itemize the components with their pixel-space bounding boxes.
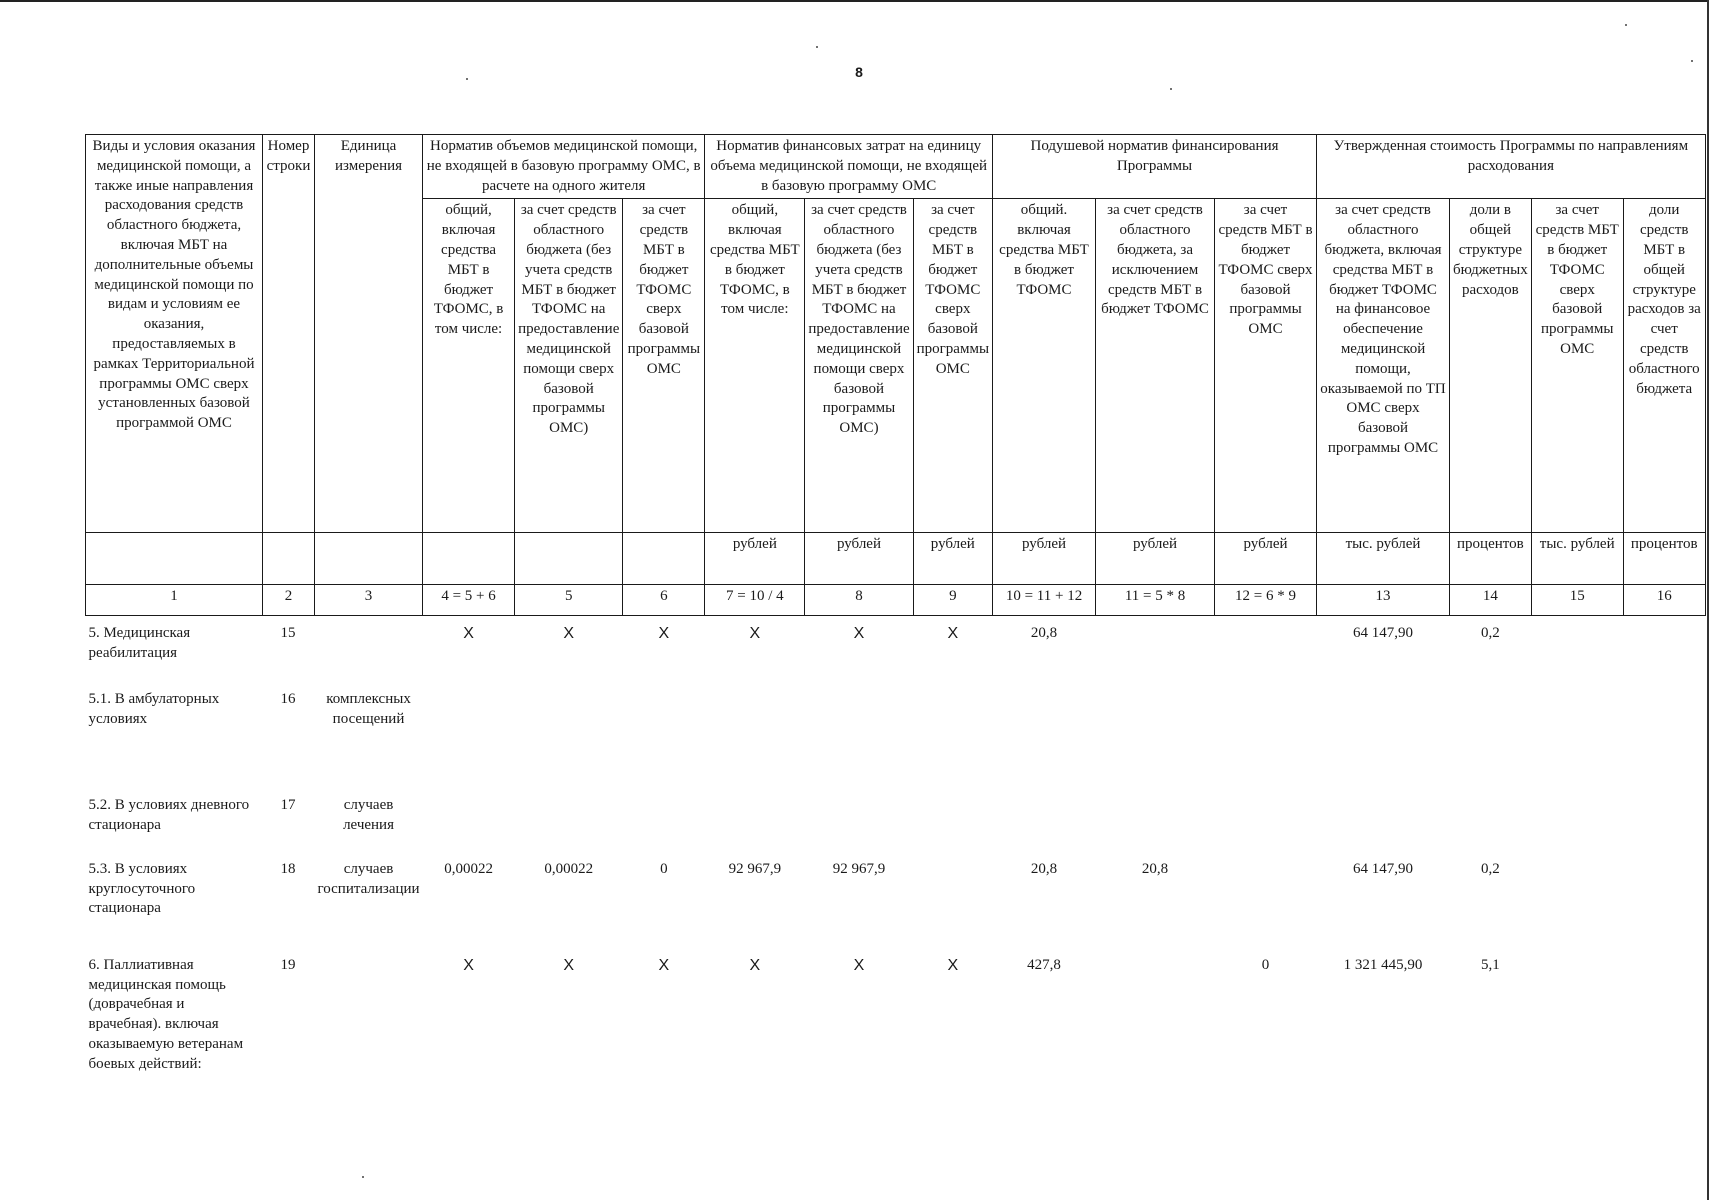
unit-cell: процентов	[1623, 533, 1705, 585]
cell-col-9	[913, 852, 992, 948]
cell-col-14: 5,1	[1480, 956, 1500, 973]
subheader-col-5: за счет средств областного бюджета (без учета средств МБТ в бюджет ТФОМС на предоставление медицинской помощи сверх базовой программы ОМС)	[515, 199, 623, 533]
per-capita-group-header: Подушевой норматив финансирования Программы	[993, 135, 1317, 199]
cell-col-5: X	[563, 956, 575, 974]
cell-col-15	[1531, 948, 1623, 1078]
subheader-col-9: за счет средств МБТ в бюджет ТФОМС сверх базовой программы ОМС	[913, 199, 992, 533]
column-number-row	[86, 585, 1706, 616]
row-name: 6. Паллиативная медицинская помощь (доврачебная и врачебная). включая оказываемую ветеранам боевых действий:	[88, 956, 244, 1072]
cell-col-9: X	[947, 625, 959, 643]
row-number: 17	[280, 796, 296, 813]
column-number: 9	[913, 585, 992, 616]
subheader-col-4: общий, включая средства МБТ в бюджет ТФОМС, в том числе:	[423, 199, 515, 533]
cell-col-8	[805, 682, 913, 788]
column-number: 16	[1623, 585, 1705, 616]
scan-speck	[1691, 60, 1693, 62]
cell-col-7: X	[749, 956, 761, 974]
page-number: 8	[855, 64, 863, 80]
col-row-number-header: Номер строки	[263, 135, 315, 533]
cell-col-14	[1450, 682, 1532, 788]
budget-table	[85, 134, 1706, 1078]
unit-cell: процентов	[1450, 533, 1532, 585]
unit-cell	[315, 533, 423, 585]
cell-col-11	[1096, 682, 1215, 788]
subheader-col-8: за счет средств областного бюджета (без учета средств МБТ в бюджет ТФОМС на предоставление медицинской помощи сверх базовой программы ОМС)	[805, 199, 913, 533]
row-number: 16	[280, 690, 296, 707]
column-number: 13	[1317, 585, 1450, 616]
cell-col-10	[993, 682, 1096, 788]
cell-col-10	[993, 788, 1096, 852]
cell-col-13: 64 147,90	[1353, 625, 1414, 642]
unit-cell	[515, 533, 623, 585]
row-name	[86, 852, 263, 948]
cell-col-13	[1317, 788, 1450, 852]
cell-col-5: 0,00022	[544, 860, 594, 877]
cell-col-7: 92 967,9	[728, 860, 782, 877]
unit-cell: рублей	[1215, 533, 1317, 585]
cell-col-15	[1531, 852, 1623, 948]
subheader-col-16: доли средств МБТ в общей структуре расходов за счет средств областного бюджета	[1623, 199, 1705, 533]
cell-col-4	[423, 682, 515, 788]
table-row-outpatient	[86, 682, 1706, 788]
table-row-day-hospital	[86, 788, 1706, 852]
table-row-round-clock-hospital	[86, 852, 1706, 948]
table-row-palliative-care	[86, 948, 1706, 1078]
column-number: 12 = 6 * 9	[1215, 585, 1317, 616]
cell-col-15	[1531, 788, 1623, 852]
scan-speck	[362, 1176, 364, 1178]
subheader-col-11: за счет средств областного бюджета, за исключением средств МБТ в бюджет ТФОМС	[1096, 199, 1215, 533]
subheader-col-14: доли в общей структуре бюджетных расходов	[1450, 199, 1532, 533]
cell-col-16	[1623, 788, 1705, 852]
unit-cell	[623, 533, 705, 585]
column-number: 7 = 10 / 4	[705, 585, 805, 616]
row-unit: случаев госпитализации	[317, 860, 420, 897]
column-number: 10 = 11 + 12	[993, 585, 1096, 616]
cell-col-8	[805, 788, 913, 852]
subheader-col-7: общий, включая средства МБТ в бюджет ТФОМС, в том числе:	[705, 199, 805, 533]
cell-col-12	[1215, 788, 1317, 852]
cell-col-6	[623, 682, 705, 788]
row-number: 15	[280, 625, 296, 642]
row-number: 18	[280, 860, 296, 877]
cell-col-10: 20,8	[1030, 860, 1058, 877]
scan-speck	[1625, 24, 1627, 26]
unit-cell: рублей	[1096, 533, 1215, 585]
cell-col-14: 0,2	[1480, 625, 1500, 642]
column-number: 11 = 5 * 8	[1096, 585, 1215, 616]
column-number: 14	[1450, 585, 1532, 616]
row-unit: случаев лечения	[343, 796, 394, 833]
column-number: 5	[515, 585, 623, 616]
cell-col-6: X	[658, 625, 670, 643]
cell-col-11	[1096, 948, 1215, 1078]
row-name-text: 5.3. В условиях круглосуточного стационара	[88, 860, 196, 917]
cell-col-13: 1 321 445,90	[1343, 956, 1423, 973]
cell-col-9	[913, 682, 992, 788]
header-row-groups	[86, 135, 1706, 199]
cell-col-7: X	[749, 625, 761, 643]
scan-speck	[816, 46, 818, 48]
cell-col-4: 0,00022	[444, 860, 493, 877]
column-number: 8	[805, 585, 913, 616]
cell-col-14	[1450, 788, 1532, 852]
unit-cell	[86, 533, 263, 585]
row-name: 5.2. В условиях дневного стационара	[88, 796, 250, 833]
cell-col-9	[913, 788, 992, 852]
cell-col-16	[1623, 616, 1705, 682]
row-number: 19	[280, 956, 296, 973]
cell-col-11	[1096, 616, 1215, 682]
cell-col-6: 0	[660, 860, 668, 877]
unit-cell	[263, 533, 315, 585]
scan-speck	[1170, 88, 1172, 90]
column-number: 4 = 5 + 6	[423, 585, 515, 616]
cell-col-16	[1623, 948, 1705, 1078]
col-unit-header: Единица измерения	[315, 135, 423, 533]
subheader-col-13: за счет средств областного бюджета, включая средства МБТ в бюджет ТФОМС на финансовое обеспечение медицинской помощи, оказываемой по ТП ОМС сверх базовой программы ОМС	[1317, 199, 1450, 533]
cell-col-6	[623, 788, 705, 852]
cell-col-4: X	[463, 625, 474, 643]
cell-col-5: X	[563, 625, 575, 643]
unit-cell	[423, 533, 515, 585]
row-name: 5. Медицинская реабилитация	[88, 625, 191, 662]
cell-col-12	[1215, 852, 1317, 948]
subheader-col-10: общий. включая средства МБТ в бюджет ТФОМС	[993, 199, 1096, 533]
row-unit	[315, 616, 423, 682]
cell-col-4: X	[463, 956, 474, 974]
row-name: 5.1. В амбулаторных условиях	[88, 690, 220, 727]
unit-cell: рублей	[993, 533, 1096, 585]
cell-col-8: 92 967,9	[832, 860, 886, 877]
row-unit	[315, 948, 423, 1078]
unit-cell: рублей	[805, 533, 913, 585]
cell-col-8: X	[853, 625, 865, 643]
cell-col-14: 0,2	[1480, 860, 1500, 877]
row-unit: комплексных посещений	[326, 690, 411, 727]
cell-col-10: 20,8	[1030, 625, 1058, 642]
cell-col-7	[705, 788, 805, 852]
column-number: 3	[315, 585, 423, 616]
cell-col-11	[1096, 788, 1215, 852]
subheader-col-12: за счет средств МБТ в бюджет ТФОМС сверх базовой программы ОМС	[1215, 199, 1317, 533]
cell-col-10: 427,8	[1027, 956, 1061, 973]
cell-col-15	[1531, 616, 1623, 682]
subheader-col-15: за счет средств МБТ в бюджет ТФОМС сверх базовой программы ОМС	[1531, 199, 1623, 533]
cell-col-16	[1623, 682, 1705, 788]
volume-norm-group-header: Норматив объемов медицинской помощи, не входящей в базовую программу ОМС, в расчете на одного жителя	[423, 135, 705, 199]
unit-cell: тыс. рублей	[1317, 533, 1450, 585]
col-name-header: Виды и условия оказания медицинской помощи, а также иные направления расходования средств областного бюджета, включая МБТ на дополнительные объемы медицинской помощи по видам и условиям ее оказания, предоставляемых в рамках Территориальной программы ОМС сверх установленных базовой программой ОМС	[86, 135, 263, 533]
cell-col-6: X	[658, 956, 670, 974]
cell-col-8: X	[853, 956, 865, 974]
scan-speck	[466, 78, 468, 80]
cell-col-12: 0	[1261, 956, 1270, 973]
unit-cell: тыс. рублей	[1531, 533, 1623, 585]
subheader-col-6: за счет средств МБТ в бюджет ТФОМС сверх базовой программы ОМС	[623, 199, 705, 533]
cell-col-12	[1215, 616, 1317, 682]
cost-norm-group-header: Норматив финансовых затрат на единицу объема медицинской помощи, не входящей в базовую программу ОМС	[705, 135, 993, 199]
cell-col-12	[1215, 682, 1317, 788]
approved-cost-group-header: Утвержденная стоимость Программы по направлениям расходования	[1317, 135, 1706, 199]
column-number: 2	[263, 585, 315, 616]
cell-col-11: 20,8	[1141, 860, 1169, 877]
column-number: 6	[623, 585, 705, 616]
unit-cell: рублей	[913, 533, 992, 585]
cell-col-5	[515, 788, 623, 852]
cell-col-13	[1317, 682, 1450, 788]
column-number: 15	[1531, 585, 1623, 616]
cell-col-9: X	[947, 956, 959, 974]
units-row	[86, 533, 1706, 585]
cell-col-15	[1531, 682, 1623, 788]
page-top-edge	[0, 0, 1709, 2]
table-row-rehabilitation	[86, 616, 1706, 682]
cell-col-13: 64 147,90	[1353, 860, 1414, 877]
cell-col-4	[423, 788, 515, 852]
cell-col-5	[515, 682, 623, 788]
cell-col-7	[705, 682, 805, 788]
column-number: 1	[86, 585, 263, 616]
cell-col-16	[1623, 852, 1705, 948]
unit-cell: рублей	[705, 533, 805, 585]
